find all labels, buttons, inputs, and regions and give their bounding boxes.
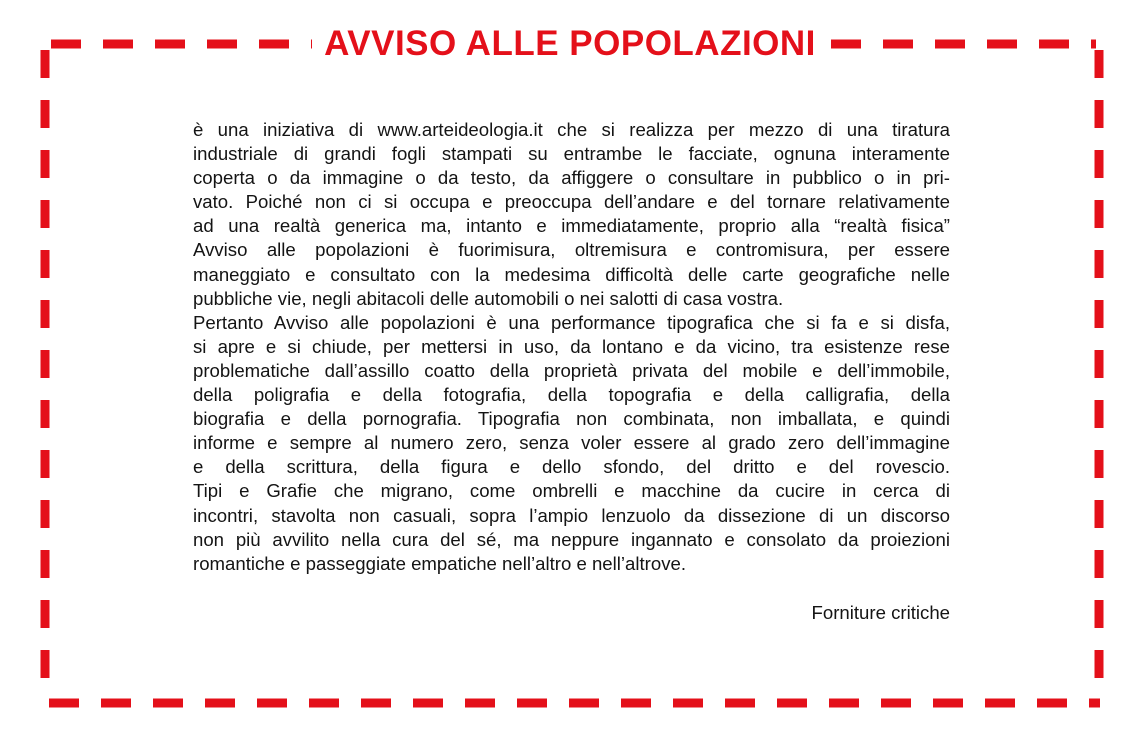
body-line: Avviso alle popolazioni è fuorimisura, oltremisura e contromisura, per essere	[193, 239, 950, 261]
body-line: è una iniziativa di www.arteideologia.it che si realizza per mezzo di una tiratura	[193, 119, 950, 140]
body-line: vato. Poiché non ci si occupa e preoccupa dell’andare e del tornare relativamente	[193, 191, 950, 213]
body-line: Tipi e Grafie che migrano, come ombrelli e macchine da cucire in cerca di	[193, 480, 950, 502]
body-line: maneggiato e consultato con la medesima difficoltà delle carte geografiche nelle	[193, 263, 950, 285]
body-line: non più avvilito nella cura del sé, ma neppure ingannato e consolato da proiezioni	[193, 528, 950, 550]
signature: Forniture critiche	[811, 602, 950, 623]
body-line: incontri, stavolta non casuali, sopra l’ampio lenzuolo da dissezione di un discorso	[193, 504, 950, 526]
body-line: pubbliche vie, negli abitacoli delle automobili o nei salotti di casa vostra.	[193, 287, 784, 309]
body-line: problematiche dall’assillo coatto della proprietà privata del mobile e dell’immobile,	[193, 359, 950, 381]
body-line: coperta o da immagine o da testo, da affiggere o consultare in pubblico o in pri-	[193, 167, 950, 189]
body-line: industriale di grandi fogli stampati su entrambe le facciate, ognuna interamente	[193, 143, 950, 165]
body-line: si apre e si chiude, per mettersi in uso, da lontano e da vicino, tra esistenze rese	[193, 335, 950, 357]
body-paragraph	[193, 118, 950, 576]
body-line: biografia e della pornografia. Tipografia non combinata, non imballata, e quindi	[193, 408, 950, 430]
body-line: romantiche e passeggiate empatiche nell’altro e nell’altrove.	[193, 552, 687, 574]
page-title: AVVISO ALLE POPOLAZIONI	[312, 22, 828, 66]
body-line: Pertanto Avviso alle popolazioni è una performance tipografica che si fa e si disfa,	[193, 311, 950, 333]
body-line: informe e sempre al numero zero, senza voler essere al grado zero dell’immagine	[193, 432, 950, 454]
body-line: e della scrittura, della figura e dello sfondo, del dritto e del rovescio.	[193, 456, 950, 478]
body-line: ad una realtà generica ma, intanto e immediatamente, proprio alla “realtà fisica”	[193, 215, 950, 237]
body-line: della poligrafia e della fotografia, della topografia e della calligrafia, della	[193, 384, 950, 406]
